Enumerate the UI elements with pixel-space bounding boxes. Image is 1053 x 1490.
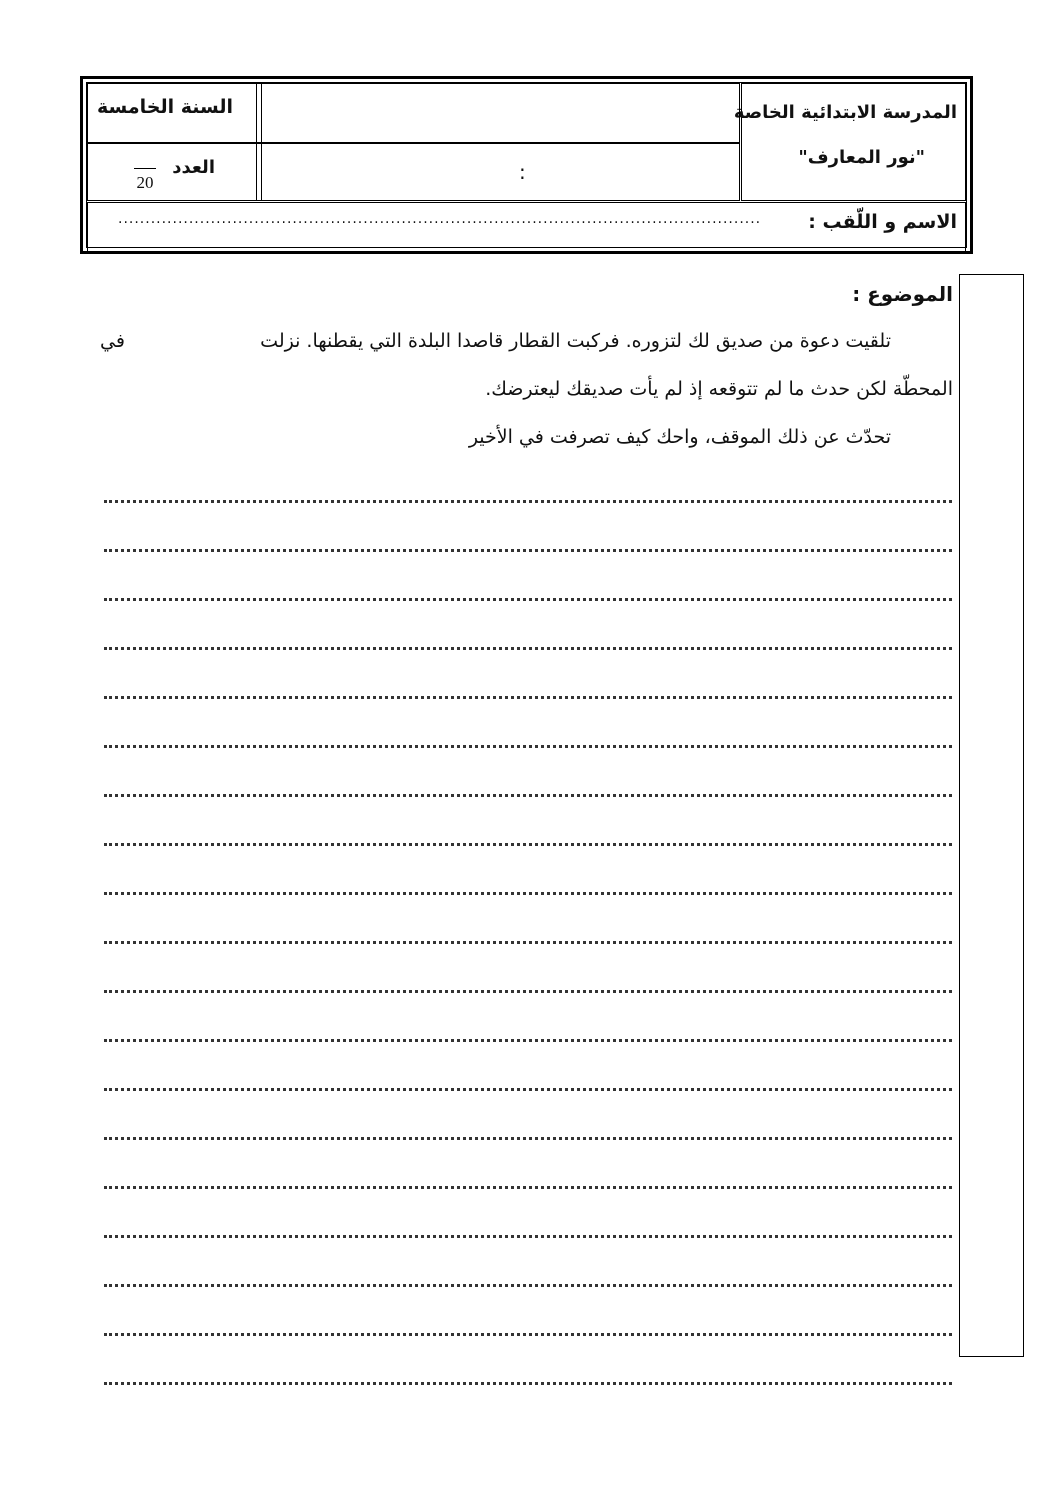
grade-cell[interactable] [87, 143, 262, 201]
header-inner [86, 82, 967, 248]
margin-notes-box [959, 274, 1024, 1357]
school-name: المدرسة الابتدائية الخاصة [733, 102, 957, 123]
school-cell [733, 83, 966, 201]
prompt-line-3: تحدّث عن ذلك الموقف، واحك كيف تصرفت في الأخير [468, 426, 891, 448]
writing-line[interactable] [104, 772, 952, 821]
writing-line[interactable] [104, 1115, 952, 1164]
writing-line[interactable] [104, 478, 952, 527]
prompt-line-1: تلقيت دعوة من صديق لك لتزوره. فركبت القطار قاصدا البلدة التي يقطنها. نزلت [260, 330, 891, 352]
subject-title: الموضوع : [852, 282, 953, 306]
subject-field-cell[interactable] [256, 83, 740, 143]
writing-line[interactable] [104, 674, 952, 723]
writing-line[interactable] [104, 1164, 952, 1213]
writing-line[interactable] [104, 1213, 952, 1262]
name-label: الاسم و اللّقب : [808, 211, 957, 233]
prompt-line-1-end: في [100, 330, 125, 352]
prompt-line-2: المحطّة لكن حدث ما لم تتوقعه إذ لم يأت صديقك ليعترضك. [485, 378, 953, 400]
name-field-dots[interactable]: ...................................................................................................................... [118, 211, 762, 227]
writing-line[interactable] [104, 576, 952, 625]
school-year: السنة الخامسة [97, 96, 233, 118]
writing-line[interactable] [104, 625, 952, 674]
writing-line[interactable] [104, 821, 952, 870]
writing-area[interactable] [104, 478, 952, 1409]
writing-line[interactable] [104, 1360, 952, 1409]
writing-line[interactable] [104, 919, 952, 968]
year-cell [87, 83, 262, 143]
name-row[interactable] [87, 202, 966, 254]
writing-line[interactable] [104, 1311, 952, 1360]
writing-line[interactable] [104, 968, 952, 1017]
topic-colon: : [519, 160, 526, 184]
writing-line[interactable] [104, 1017, 952, 1066]
writing-line[interactable] [104, 723, 952, 772]
header-table [80, 76, 973, 254]
writing-line[interactable] [104, 527, 952, 576]
writing-line[interactable] [104, 1066, 952, 1115]
grade-numerator-blank[interactable] [134, 158, 156, 169]
grade-label: العدد [172, 157, 215, 178]
writing-line[interactable] [104, 1262, 952, 1311]
writing-line[interactable] [104, 870, 952, 919]
grade-fraction [128, 158, 162, 193]
grade-denominator: 20 [136, 173, 154, 192]
school-subtitle: "نور المعارف" [798, 147, 925, 168]
topic-field-cell[interactable] [256, 143, 740, 201]
